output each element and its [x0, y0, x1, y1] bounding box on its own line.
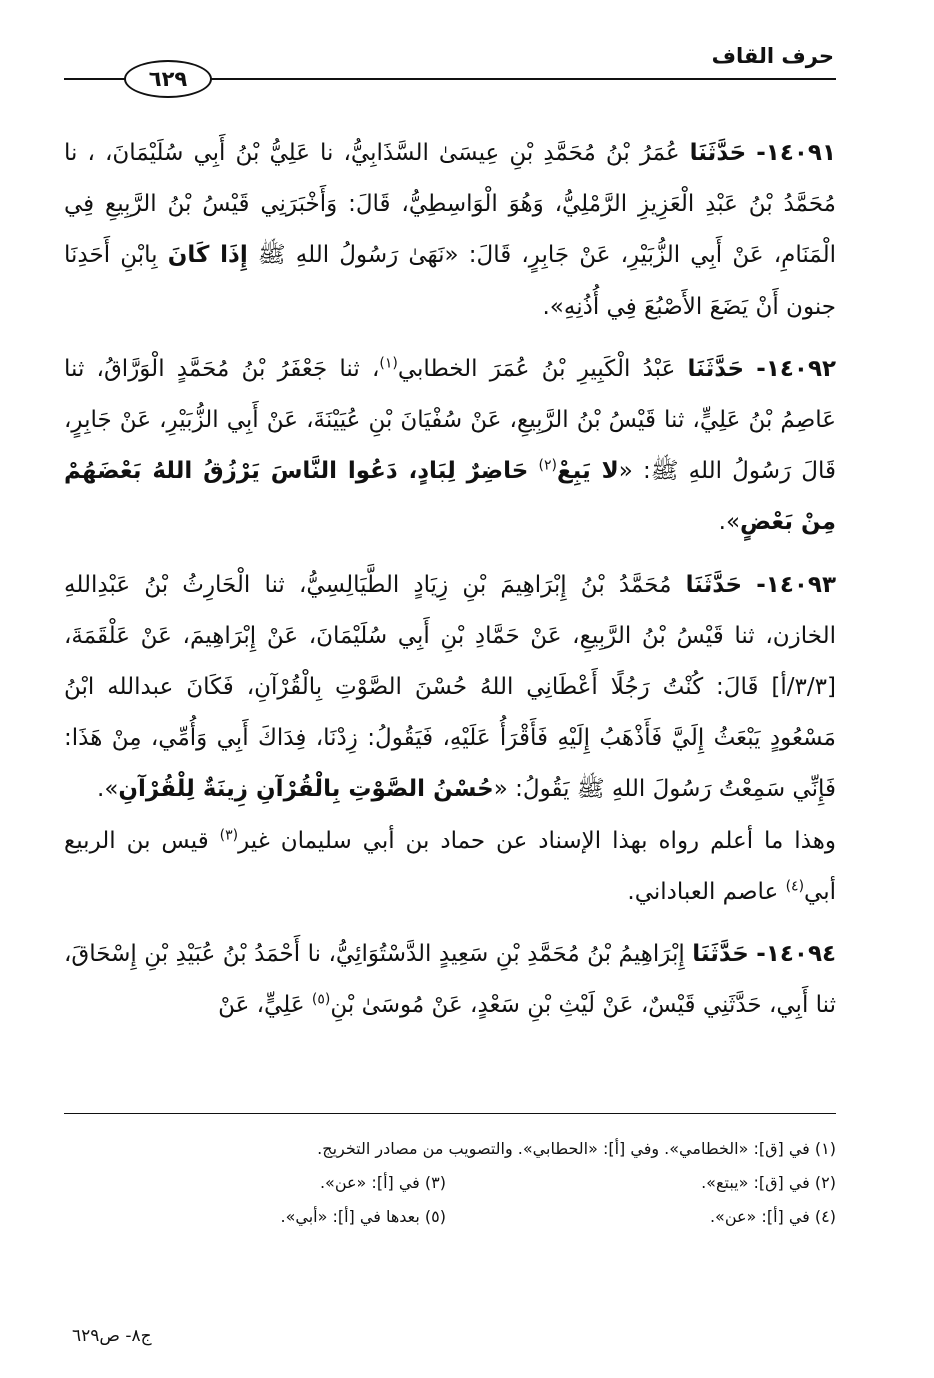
- hadith-number: ١٤٠٩١-: [756, 140, 836, 166]
- hadith-number: ١٤٠٩٣-: [756, 571, 836, 598]
- author-note: [64, 816, 836, 918]
- hadith-number: ١٤٠٩٤-: [756, 941, 837, 968]
- hadith-number: ١٤٠٩٢-: [756, 355, 837, 382]
- isnad-text: ، ثنا جَعْفَرُ بْنُ مُحَمَّدٍ الْوَرَّاقُ، ثنا عَاصِمُ بْنُ عَلِيٍّ، ثنا قَيْسُ بْنُ الرَّبِيعِ، عَنْ سُفْيَانَ بْنِ عُيَيْنَةَ، عَنْ أَبِي الزُّبَيْرِ، عَنْ جَابِرٍ، قَالَ رَسُولُ اللهِ ﷺ: «: [64, 355, 836, 485]
- matn-text: ».: [718, 509, 741, 536]
- narration-lead: حَدَّثَنَا: [685, 571, 743, 598]
- footnote-ref-4[interactable]: (٤): [785, 878, 805, 895]
- hadith-entry-14091: [64, 128, 836, 333]
- narration-lead: حَدَّثَنَا: [692, 941, 749, 968]
- matn-text: بِابْنِ أَحَدِنَا جنون أَنْ يَضَعَ الأَصْبُعَ فِي أُذُنِهِ».: [64, 242, 836, 320]
- hadith-matn: لا يَبِعْ: [556, 458, 619, 485]
- isnad-text: إِبْرَاهِيمُ بْنُ مُحَمَّدِ بْنِ سَعِيدٍ الدَّسْتُوَائِيُّ، نا أَحْمَدُ بْنُ عُبَيْدِ بْنِ إِسْحَاقَ، ثنا أَبِي، حَدَّثَنِي قَيْسٌ، عَنْ لَيْثِ بْنِ سَعْدٍ، عَنْ مُوسَىٰ بْنِ: [64, 941, 836, 1019]
- footnote-2: (٢) في [ق]: «يبتع».: [701, 1173, 836, 1192]
- main-text: [64, 128, 836, 1031]
- footnote-line: [64, 1200, 836, 1234]
- isnad-text: عَبْدُ الْكَبِيرِ بْنُ عُمَرَ الخطابي: [397, 355, 676, 382]
- footnote-ref-1[interactable]: (١): [379, 355, 398, 372]
- footnote-line: [64, 1166, 836, 1200]
- hadith-entry-14093: [64, 560, 836, 816]
- matn-text: ».: [97, 776, 119, 803]
- page-number-badge: ٦٢٩: [124, 60, 212, 98]
- note-text: وهذا ما أعلم رواه بهذا الإسناد عن حماد بن أبي سليمان غير: [238, 827, 837, 854]
- hadith-matn: حُسْنُ الصَّوْتِ بِالْقُرْآنِ زِينَةٌ لِلْقُرْآنِ: [118, 776, 494, 803]
- chapter-title: حرف القاف: [711, 44, 834, 68]
- footnote-1: (١) في [ق]: «الخطامي». وفي [أ]: «الحطابي». والتصويب من مصادر التخريج.: [317, 1139, 836, 1158]
- isnad-text: عَلِيٍّ، عَنْ: [218, 992, 305, 1019]
- note-text: قيس بن الربيع أبي: [64, 827, 836, 905]
- isnad-text: عُمَرُ بْنُ مُحَمَّدِ بْنِ عِيسَىٰ السَّذَابِيُّ، نا عَلِيُّ بْنُ أَبِي سُلَيْمَانَ، ، نا مُحَمَّدُ بْنُ عَبْدِ الْعَزِيزِ الرَّمْلِيُّ، وَهُوَ الْوَاسِطِيُّ، قَالَ: وَأَخْبَرَنِي قَيْسُ بْنُ الرَّبِيعِ فِي الْمَنَامِ، عَنْ أَبِي الزُّبَيْرِ، عَنْ جَابِرٍ، قَالَ: «نَهَىٰ رَسُولُ اللهِ ﷺ: [64, 140, 837, 269]
- narration-lead: حَدَّثَنَا: [687, 355, 745, 382]
- hadith-entry-14092: [64, 344, 836, 549]
- note-text: عاصم العباداني.: [627, 878, 779, 905]
- footnote-5: (٥) بعدها في [أ]: «أبي».: [280, 1207, 446, 1226]
- footnote-ref-2[interactable]: (٢): [538, 457, 557, 474]
- hadith-matn: إِذَا كَانَ: [167, 242, 248, 269]
- hadith-entry-14094: [64, 929, 836, 1031]
- footnote-rule: [64, 1113, 836, 1114]
- footnote-ref-3[interactable]: (٣): [219, 826, 239, 843]
- footnote-ref-5[interactable]: (٥): [311, 991, 331, 1008]
- footnote-4: (٤) في [أ]: «عن».: [709, 1207, 836, 1226]
- footnote-3: (٣) في [أ]: «عن».: [319, 1173, 446, 1192]
- footnote-line: [64, 1132, 836, 1166]
- isnad-text: مُحَمَّدُ بْنُ إِبْرَاهِيمَ بْنِ زِيَادٍ الطَّيَالِسِيُّ، ثنا الْحَارِثُ بْنُ عَبْدِاللهِ الخازن، ثنا قَيْسُ بْنُ الرَّبِيعِ، عَنْ حَمَّادِ بْنِ أَبِي سُلَيْمَانَ، عَنْ إِبْرَاهِيمَ، عَنْ عَلْقَمَةَ، [٣/٣/أ] قَالَ: كُنْتُ رَجُلًا أَعْطَانِي اللهُ حُسْنَ الصَّوْتِ بِالْقُرْآنِ، فَكَانَ عبدالله ابْنُ مَسْعُودٍ يَبْعَثُ إِلَيَّ فَأَذْهَبُ إِلَيْهِ فَأَقْرَأُ عَلَيْهِ، فَيَقُولُ: زِدْنَا، فِدَاكَ أَبِي وَأُمِّي، مِنْ هَذَا: فَإِنِّي سَمِعْتُ رَسُولَ اللهِ ﷺ يَقُولُ: «: [64, 571, 836, 803]
- volume-page-reference: ج٨- ص٦٢٩: [72, 1326, 152, 1346]
- hadith-matn: حَاضِرٌ لِبَادٍ، دَعُوا النَّاسَ يَرْزُقُ اللهُ بَعْضَهُمْ مِنْ بَعْضٍ: [64, 458, 836, 536]
- narration-lead: حَدَّثَنَا: [689, 140, 747, 166]
- footnotes: [64, 1132, 836, 1234]
